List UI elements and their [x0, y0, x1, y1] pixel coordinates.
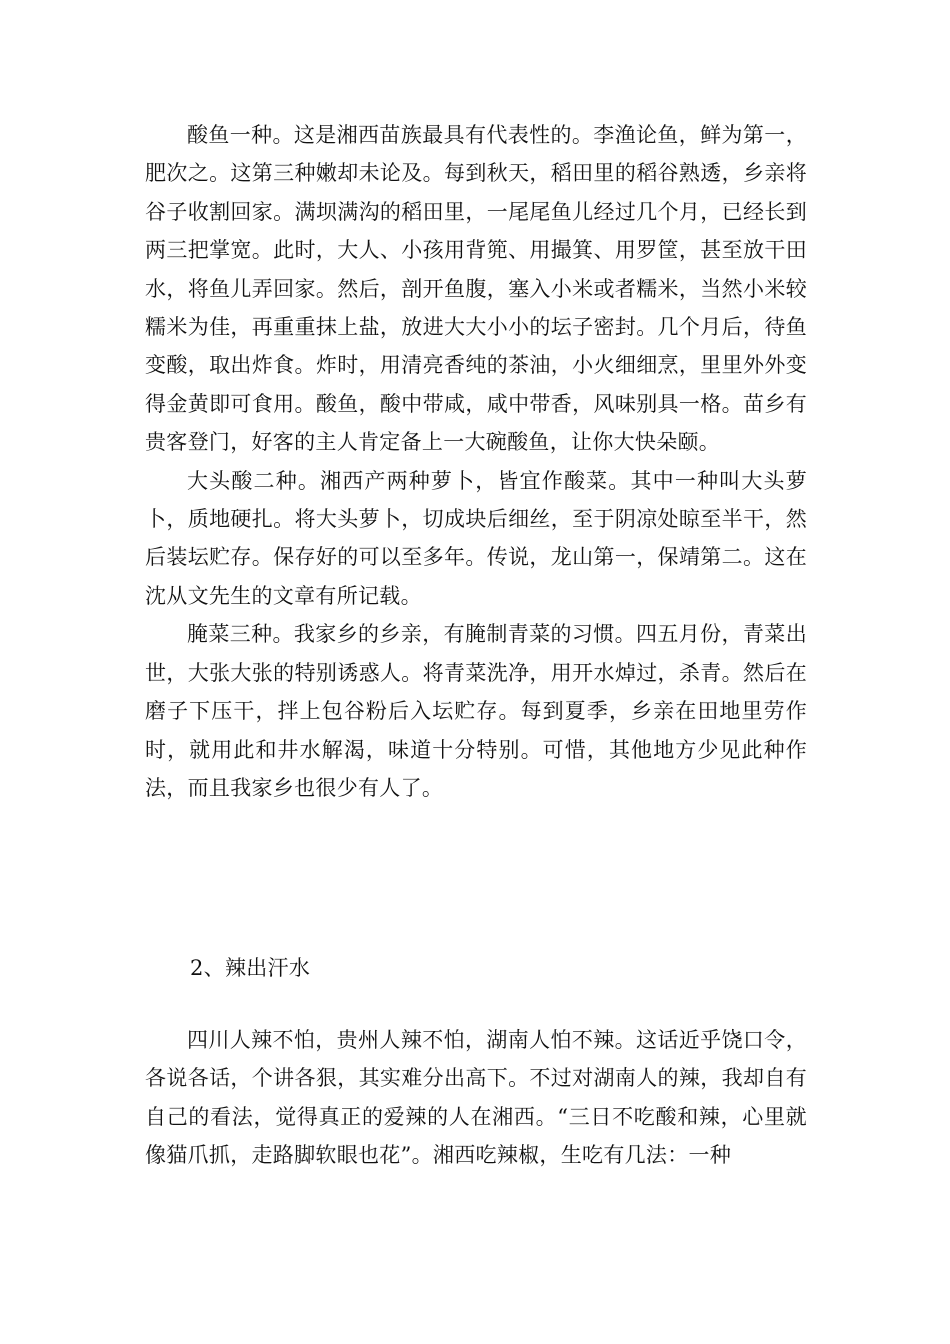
section-heading: 2、辣出汗水	[190, 956, 311, 980]
text-block-bottom	[145, 1021, 807, 1175]
paragraph-pickled-greens: 腌菜三种。我家乡的乡亲，有腌制青菜的习惯。四五月份，青菜出世，大张大张的特别诱惑人。将青菜洗净，用开水焯过，杀青。然后在磨子下压干，拌上包谷粉后入坛贮存。每到夏季，乡亲在田地里劳作时，就用此和井水解渴，味道十分特别。可惜，其他地方少见此种作法，而且我家乡也很少有人了。	[145, 622, 807, 800]
text-block-top	[145, 116, 807, 807]
paragraph-spicy: 四川人辣不怕，贵州人辣不怕，湖南人怕不辣。这话近乎饶口令，各说各话，个讲各狠，其实难分出高下。不过对湖南人的辣，我却自有自己的看法，觉得真正的爱辣的人在湘西。“三日不吃酸和辣，心里就像猫爪抓，走路脚软眼也花”。湘西吃辣椒，生吃有几法：一种	[145, 1028, 807, 1168]
paragraph-sour-fish: 酸鱼一种。这是湘西苗族最具有代表性的。李渔论鱼，鲜为第一，肥次之。这第三种嫩却未论及。每到秋天，稻田里的稻谷熟透，乡亲将谷子收割回家。满坝满沟的稻田里，一尾尾鱼儿经过几个月，已经长到两三把掌宽。此时，大人、小孩用背篼、用撮箕、用罗筐，甚至放干田水，将鱼儿弄回家。然后，剖开鱼腹，塞入小米或者糯米，当然小米较糯米为佳，再重重抹上盐，放进大大小小的坛子密封。几个月后，待鱼变酸，取出炸食。炸时，用清亮香纯的茶油，小火细细烹，里里外外变得金黄即可食用。酸鱼，酸中带咸，咸中带香，风味别具一格。苗乡有贵客登门，好客的主人肯定备上一大碗酸鱼，让你大快朵颐。	[145, 123, 807, 455]
paragraph-big-head-sour: 大头酸二种。湘西产两种萝卜，皆宜作酸菜。其中一种叫大头萝卜，质地硬扎。将大头萝卜，切成块后细丝，至于阴凉处晾至半干，然后装坛贮存。保存好的可以至多年。传说，龙山第一，保靖第二。这在沈从文先生的文章有所记载。	[145, 468, 807, 608]
